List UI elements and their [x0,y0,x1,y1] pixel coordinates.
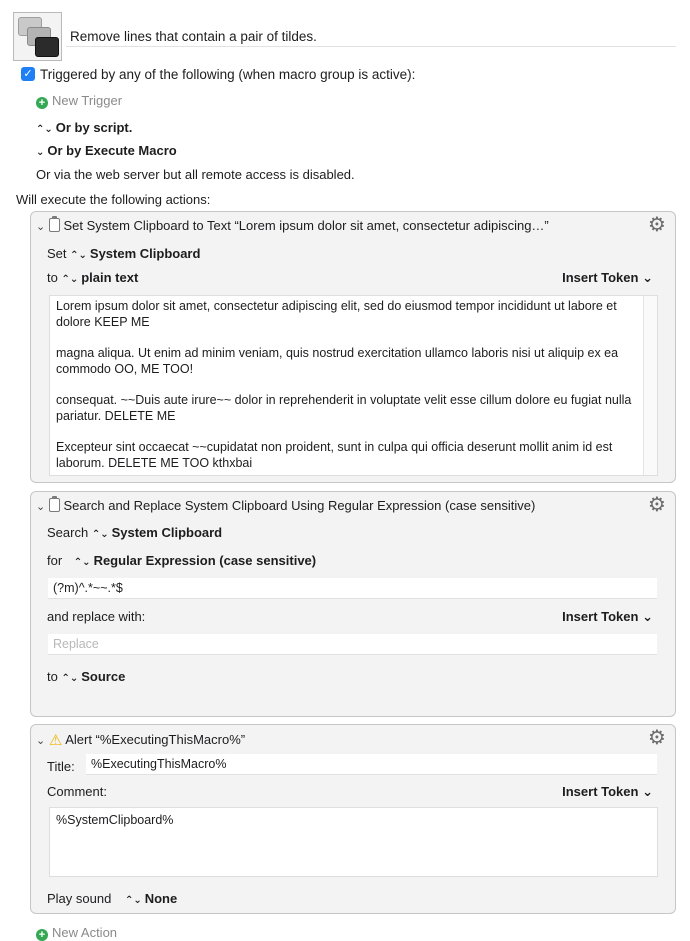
search-mode-select[interactable] [74,553,316,568]
set-target-value: System Clipboard [89,246,201,261]
clipboard-icon [49,498,60,512]
gear-icon[interactable]: ⚙ [648,214,666,236]
set-target-select[interactable] [70,246,200,261]
chevron-down-icon: ⌄ [642,270,653,285]
action-search-replace [30,491,676,717]
triggered-label: Triggered by any of the following (when macro group is active): [40,67,416,82]
action-header[interactable] [36,731,245,749]
to-label: to [47,270,58,285]
to-label: to [47,669,58,684]
text-paragraph: Excepteur sint occaecat ~~cupidatat non proident, sunt in culpa qui officia deserunt mollit anim id est laborum. DELETE ME TOO kthxbai [56,440,613,470]
sound-select[interactable] [125,891,177,906]
or-by-script-toggle[interactable] [36,120,132,135]
add-icon: + [36,929,48,941]
or-by-execute-macro-toggle[interactable] [36,143,177,158]
macro-icon[interactable] [13,12,62,61]
new-action-label: New Action [52,925,118,940]
for-label: for [47,553,63,568]
web-server-note: Or via the web server but all remote access is disabled. [36,167,355,182]
alert-comment-area[interactable] [49,807,658,877]
chevron-down-icon: ⌄ [36,147,45,158]
new-trigger-label: New Trigger [52,93,123,108]
clipboard-text-area[interactable] [49,295,658,476]
insert-token-button[interactable] [562,270,653,286]
chevron-down-icon: ⌄ [642,784,653,799]
action-title: Set System Clipboard to Text “Lorem ipsum dolor sit amet, consectetur adipiscing…” [63,218,549,233]
replace-field[interactable] [48,634,657,655]
action-header[interactable] [36,218,549,233]
updown-chevron-icon: ⌃⌄ [91,529,109,540]
comment-label: Comment: [47,784,107,799]
action-alert [30,724,676,914]
replace-label: and replace with: [47,609,146,624]
play-sound-label: Play sound [47,891,112,906]
window-icon [35,37,59,57]
chevron-down-icon[interactable]: ⌄ [36,501,46,513]
comment-value: %SystemClipboard% [56,813,174,827]
search-target-select[interactable] [92,525,222,540]
destination-select[interactable] [61,669,125,684]
replace-placeholder: Replace [53,637,99,651]
gear-icon[interactable]: ⚙ [648,727,666,749]
insert-token-label: Insert Token [562,609,639,624]
chevron-down-icon[interactable]: ⌄ [36,221,46,233]
updown-chevron-icon: ⌃⌄ [70,250,87,261]
or-by-script-label: Or by script. [55,120,133,135]
insert-token-button[interactable] [562,784,653,800]
actions-header: Will execute the following actions: [16,192,211,207]
action-set-clipboard [30,211,676,483]
updown-chevron-icon: ⌃⌄ [61,274,79,285]
text-format-value: plain text [81,270,139,285]
warning-icon: ⚠ [48,732,63,749]
new-trigger-button[interactable] [36,93,122,109]
macro-name-field[interactable]: Remove lines that contain a pair of tildes. [66,27,676,47]
text-paragraph: consequat. ~~Duis aute irure~~ dolor in reprehenderit in voluptate velit esse cillum dolore eu fugiat nulla pariatur. DELETE ME [56,393,632,423]
updown-chevron-icon: ⌃⌄ [73,557,91,568]
sound-value: None [144,891,178,906]
updown-chevron-icon: ⌃⌄ [61,673,79,684]
insert-token-label: Insert Token [562,784,639,799]
text-paragraph: Lorem ipsum dolor sit amet, consectetur adipiscing elit, sed do eiusmod tempor incididunt ut labore et dolore KEEP ME [56,299,617,329]
clipboard-icon [49,218,60,232]
add-icon: + [36,97,48,109]
text-paragraph: magna aliqua. Ut enim ad minim veniam, quis nostrud exercitation ullamco laboris nisi ut aliquip ex ea commodo OO, ME TOO! [56,346,619,376]
search-target-value: System Clipboard [111,525,223,540]
insert-token-label: Insert Token [562,270,639,285]
action-title: Alert “%ExecutingThisMacro%” [65,732,246,747]
set-label: Set [47,246,67,261]
gear-icon[interactable]: ⚙ [648,494,666,516]
search-label: Search [47,525,89,540]
triggered-checkbox[interactable]: ✓ [21,67,35,81]
destination-value: Source [81,669,126,684]
scrollbar[interactable] [643,296,657,475]
regex-pattern-field[interactable]: (?m)^.*~~.*$ [48,578,657,599]
text-format-select[interactable] [61,270,138,285]
chevron-down-icon: ⌄ [642,609,653,624]
action-header[interactable] [36,498,535,513]
action-title: Search and Replace System Clipboard Using Regular Expression (case sensitive) [63,498,536,513]
or-by-execute-macro-label: Or by Execute Macro [47,143,177,158]
updown-chevron-icon: ⌃⌄ [36,124,53,135]
chevron-down-icon[interactable]: ⌄ [36,735,46,747]
insert-token-button[interactable] [562,609,653,625]
title-label: Title: [47,759,75,774]
alert-title-field[interactable]: %ExecutingThisMacro% [86,754,657,775]
updown-chevron-icon: ⌃⌄ [124,895,142,906]
search-mode-value: Regular Expression (case sensitive) [93,553,317,568]
